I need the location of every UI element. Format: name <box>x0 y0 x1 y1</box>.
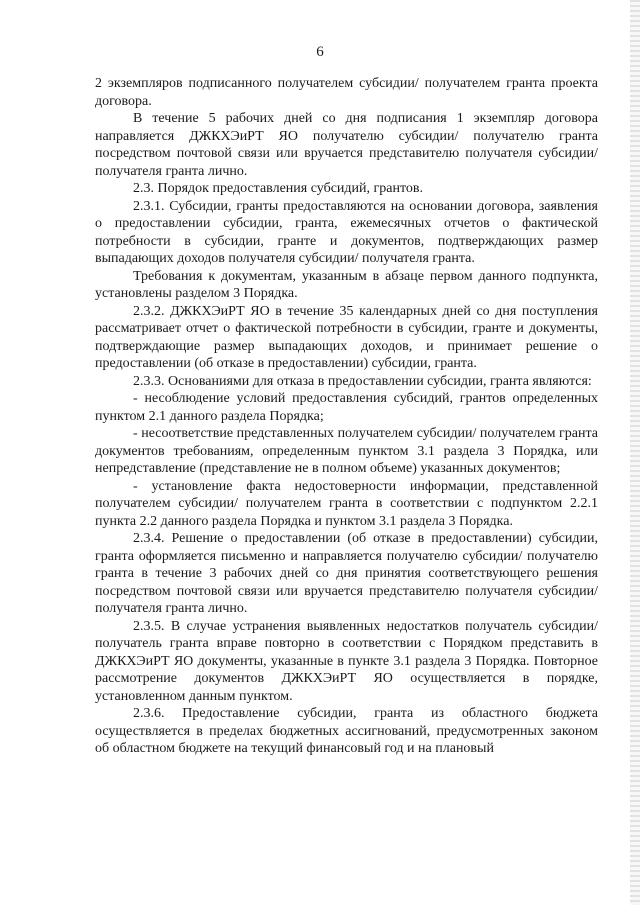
paragraph-2-3-3: 2.3.3. Основаниями для отказа в предоставлении субсидии, гранта являются: <box>133 373 592 389</box>
list-item-noncompliance: - несоблюдение условий предоставления субсидий, грантов определенных пунктом 2.1 данного раздела Порядка; <box>95 391 598 424</box>
paragraph-2-3-6: 2.3.6. Предоставление субсидии, гранта из областного бюджета осуществляется в пределах бюджетных ассигнований, предусмотренных законом об областном бюджете на текущий финансовый год и на плановый <box>95 706 598 756</box>
paragraph-2-3-1: 2.3.1. Субсидии, гранты предоставляются на основании договора, заявления о предоставлении субсидии, гранта, ежемесячных отчетов о фактической потребности в субсидии, гранте и документов, подтверждающих размер выпадающих доходов получателя субсидии/ получателя гранта. <box>95 198 598 266</box>
list-item-document-mismatch: - несоответствие представленных получателем субсидии/ получателем гранта документов требованиям, определенным пунктом 3.1 раздела 3 Порядка, или непредставление (представление не в полном объеме) указанных документов; <box>95 426 598 476</box>
section-heading-2-3: 2.3. Порядок предоставления субсидий, грантов. <box>133 181 424 196</box>
paragraph-continuation: 2 экземпляров подписанного получателем субсидии/ получателем гранта проекта договора. <box>95 76 598 109</box>
page-edge-scan-artifact <box>630 0 640 905</box>
paragraph-document-requirements: Требования к документам, указанным в абзаце первом данного подпункта, установлены разделом 3 Порядка. <box>95 268 598 301</box>
paragraph-2-3-2: 2.3.2. ДЖКХЭиРТ ЯО в течение 35 календарных дней со дня поступления рассматривает отчет о фактической потребности в субсидии, гранте и документы, подтверждающие размер выпадающих доходов, и принимает решение о предоставлении (об отказе в предоставлении) субсидии, гранта. <box>95 303 598 371</box>
paragraph-delivery-terms: В течение 5 рабочих дней со дня подписания 1 экземпляр договора направляется ДЖКХЭиРТ ЯО получателю субсидии/ получателю гранта посредством почтовой связи или вручается представителю получателя субсидии/ получателя гранта лично. <box>95 111 598 179</box>
list-item-false-information: - установление факта недостоверности информации, представленной получателем субсидии/ получателем гранта в соответствии с подпунктом 2.2.1 пункта 2.2 данного раздела Порядка и пунктом 3.1 раздела 3 Порядка. <box>95 478 598 529</box>
document-body <box>95 75 598 758</box>
paragraph-2-3-5: 2.3.5. В случае устранения выявленных недостатков получатель субсидии/ получатель гранта вправе повторно в соответствии с Порядком представить в ДЖКХЭиРТ ЯО документы, указанные в пункте 3.1 раздела 3 Порядка. Повторное рассмотрение документов ДЖКХЭиРТ ЯО осуществляется в порядке, установленном данным пунктом. <box>95 618 598 704</box>
page-number: 6 <box>316 44 324 60</box>
paragraph-2-3-4: 2.3.4. Решение о предоставлении (об отказе в предоставлении) субсидии, гранта оформляется письменно и направляется получателю субсидии/ получателю гранта в течение 3 рабочих дней со дня принятия соответствующего решения посредством почтовой связи или вручается представителю получателя субсидии/ получателя гранта лично. <box>95 531 598 616</box>
